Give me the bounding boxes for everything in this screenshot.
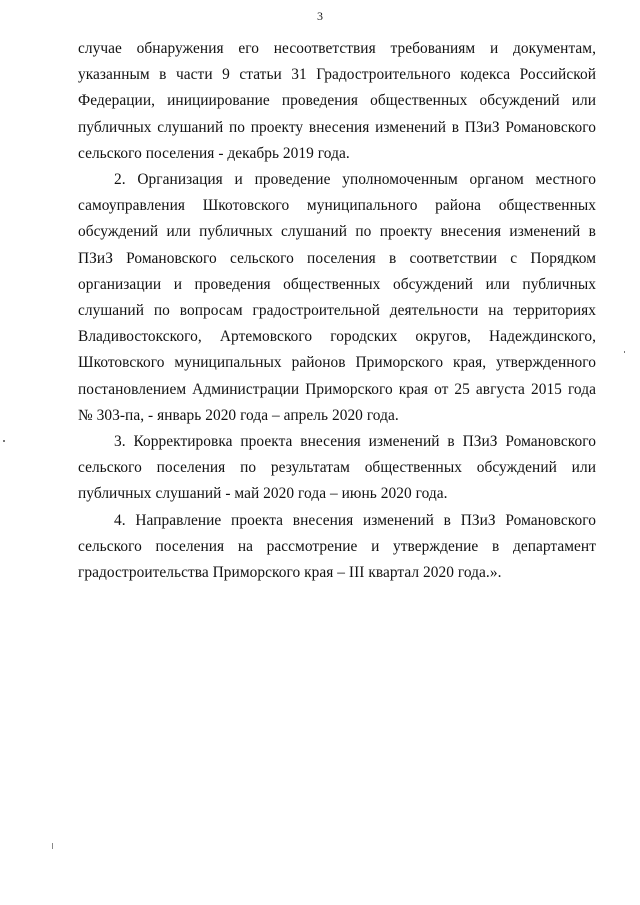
scan-speck xyxy=(3,440,5,442)
paragraph-item-2: 2. Организация и проведение уполномоченным органом местного самоуправления Шкотовского муниципального района общественных обсуждений или публичных слушаний по проекту внесения изменений в ПЗиЗ Романовского сельского поселения в соответствии с Порядком организации и проведения общественных обсуждений или публичных слушаний по вопросам градостроительной деятельности на территориях Владивостокского, Артемовского городских округов, Надеждинского, Шкотовского муниципальных районов Приморского края, утвержденного постановлением Администрации Приморского края от 25 августа 2015 года № 303-па, - январь 2020 года – апрель 2020 года. xyxy=(78,171,596,424)
document-body xyxy=(78,36,596,586)
scan-mark xyxy=(52,843,53,849)
paragraph-item-4: 4. Направление проекта внесения изменений в ПЗиЗ Романовского сельского поселения на рассмотрение и утверждение в департамент градостроительства Приморского края – III квартал 2020 года.». xyxy=(78,511,596,582)
paragraph-item-3: 3. Корректировка проекта внесения изменений в ПЗиЗ Романовского сельского поселения по результатам общественных обсуждений или публичных слушаний - май 2020 года – июнь 2020 года. xyxy=(78,433,596,503)
page-number: 3 xyxy=(317,9,323,23)
scan-speck xyxy=(624,351,625,353)
paragraph-continuation: случае обнаружения его несоответствия требованиям и документам, указанным в части 9 статьи 31 Градостроительного кодекса Российской Федерации, инициирование проведения общественных обсуждений или публичных слушаний по проекту внесения изменений в ПЗиЗ Романовского сельского поселения - декабрь 2019 года. xyxy=(78,40,596,162)
